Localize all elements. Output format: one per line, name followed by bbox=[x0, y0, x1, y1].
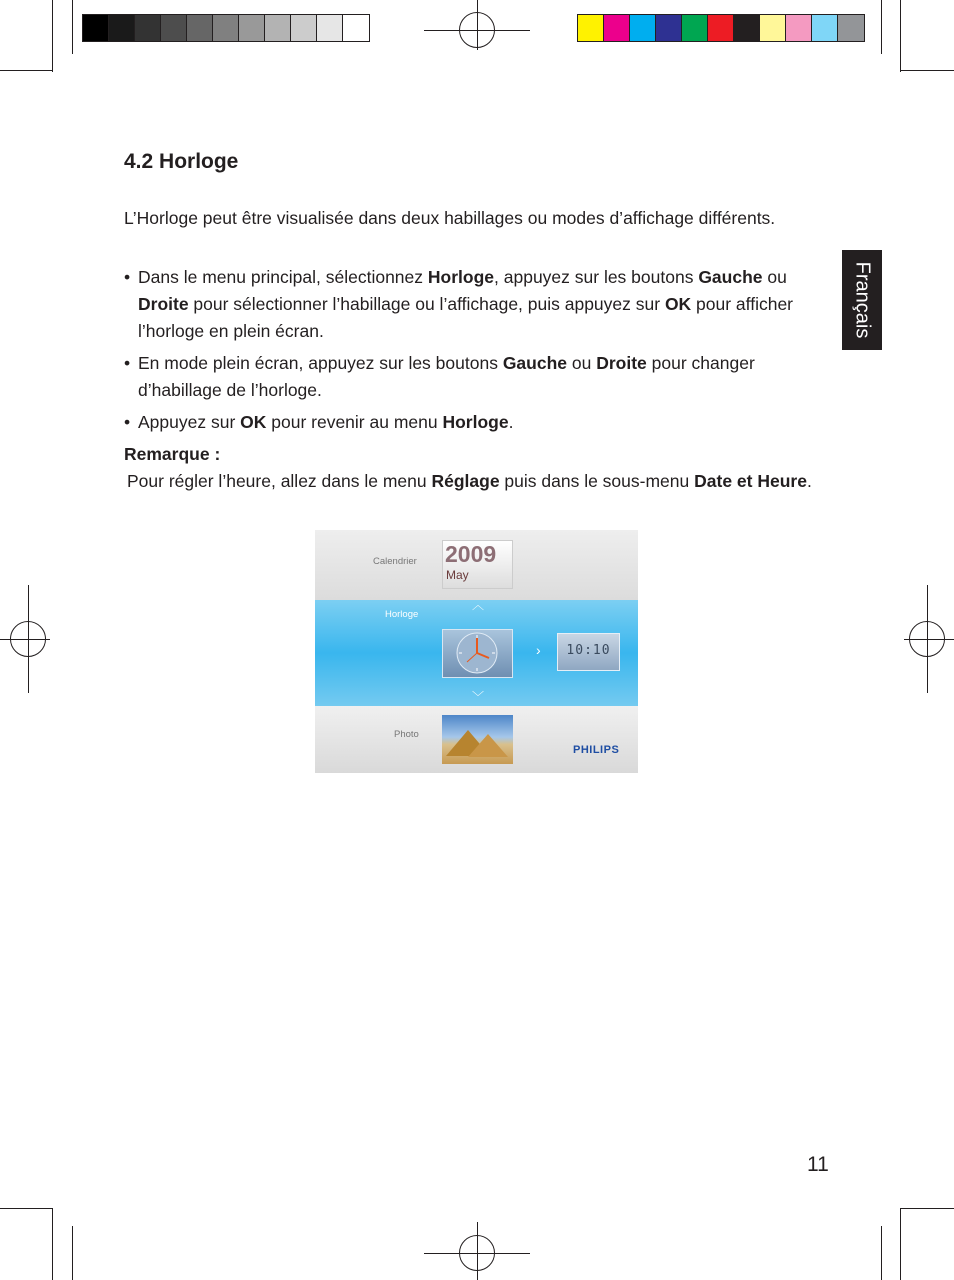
color-swatch bbox=[161, 15, 187, 41]
gray-color-bar bbox=[82, 14, 370, 42]
color-swatch bbox=[109, 15, 135, 41]
clock-label: Horloge bbox=[385, 609, 419, 620]
chevron-up-icon: ︿ bbox=[472, 598, 485, 612]
color-swatch bbox=[578, 15, 604, 41]
calendar-thumbnail bbox=[442, 540, 513, 589]
clock-face-icon bbox=[443, 630, 512, 677]
list-item: • En mode plein écran, appuyez sur les boutons Gauche ou Droite pour changer d’habillage de l’horloge. bbox=[124, 353, 755, 400]
bold-term: Droite bbox=[138, 294, 189, 314]
calendar-month: May bbox=[446, 568, 469, 582]
brand-logo: PHILIPS bbox=[573, 744, 620, 756]
language-tab bbox=[842, 250, 882, 350]
calendar-row bbox=[315, 530, 638, 600]
color-swatch bbox=[708, 15, 734, 41]
color-swatch bbox=[760, 15, 786, 41]
color-swatch bbox=[213, 15, 239, 41]
bold-term: Gauche bbox=[502, 353, 568, 373]
color-swatch bbox=[239, 15, 265, 41]
color-swatch bbox=[343, 15, 369, 41]
color-bar bbox=[577, 14, 865, 42]
analog-clock-thumbnail bbox=[442, 629, 513, 678]
color-swatch bbox=[656, 15, 682, 41]
chevron-right-icon: › bbox=[536, 642, 541, 658]
color-swatch bbox=[812, 15, 838, 41]
color-swatch bbox=[291, 15, 317, 41]
bold-term: Gauche bbox=[698, 267, 763, 287]
color-swatch bbox=[682, 15, 708, 41]
color-swatch bbox=[604, 15, 630, 41]
chevron-down-icon: ﹀ bbox=[472, 690, 485, 704]
page-number: 11 bbox=[807, 1153, 829, 1176]
bold-term: Horloge bbox=[442, 412, 509, 432]
calendar-year: 2009 bbox=[445, 541, 497, 567]
bold-term: OK bbox=[240, 412, 267, 432]
pyramid-icon bbox=[468, 734, 508, 757]
color-swatch bbox=[786, 15, 812, 41]
color-swatch bbox=[83, 15, 109, 41]
color-swatch bbox=[838, 15, 864, 41]
note-heading: Remarque : bbox=[124, 444, 221, 464]
digital-clock-thumbnail: 10:10 bbox=[557, 633, 620, 671]
color-swatch bbox=[265, 15, 291, 41]
bold-term: Réglage bbox=[431, 471, 500, 491]
color-swatch bbox=[187, 15, 213, 41]
color-swatch bbox=[630, 15, 656, 41]
bold-term: OK bbox=[664, 294, 692, 314]
color-swatch bbox=[317, 15, 343, 41]
intro-paragraph: L’Horloge peut être visualisée dans deux habillages ou modes d’affichage différents. bbox=[124, 208, 776, 228]
section-title: 4.2 Horloge bbox=[124, 150, 239, 173]
language-label: Français bbox=[851, 261, 874, 339]
photo-label: Photo bbox=[394, 729, 419, 740]
calendar-label: Calendrier bbox=[373, 556, 417, 567]
color-swatch bbox=[135, 15, 161, 41]
list-item: • Appuyez sur OK pour revenir au menu Horloge. bbox=[124, 412, 514, 432]
bold-term: Horloge bbox=[427, 267, 495, 287]
bold-term: Droite bbox=[596, 353, 647, 373]
bold-term: Date et Heure bbox=[694, 471, 807, 491]
note-text: Pour régler l’heure, allez dans le menu Réglage puis dans le sous-menu Date et Heure. bbox=[127, 471, 812, 491]
list-item: • Dans le menu principal, sélectionnez Horloge, appuyez sur les boutons Gauche ou Droite pour sélectionner l’habillage ou l’affichage, puis appuyez sur OK pour afficher l’horloge en plein écran. bbox=[124, 267, 794, 341]
menu-screenshot bbox=[315, 530, 638, 773]
photo-thumbnail bbox=[442, 715, 513, 764]
color-swatch bbox=[734, 15, 760, 41]
